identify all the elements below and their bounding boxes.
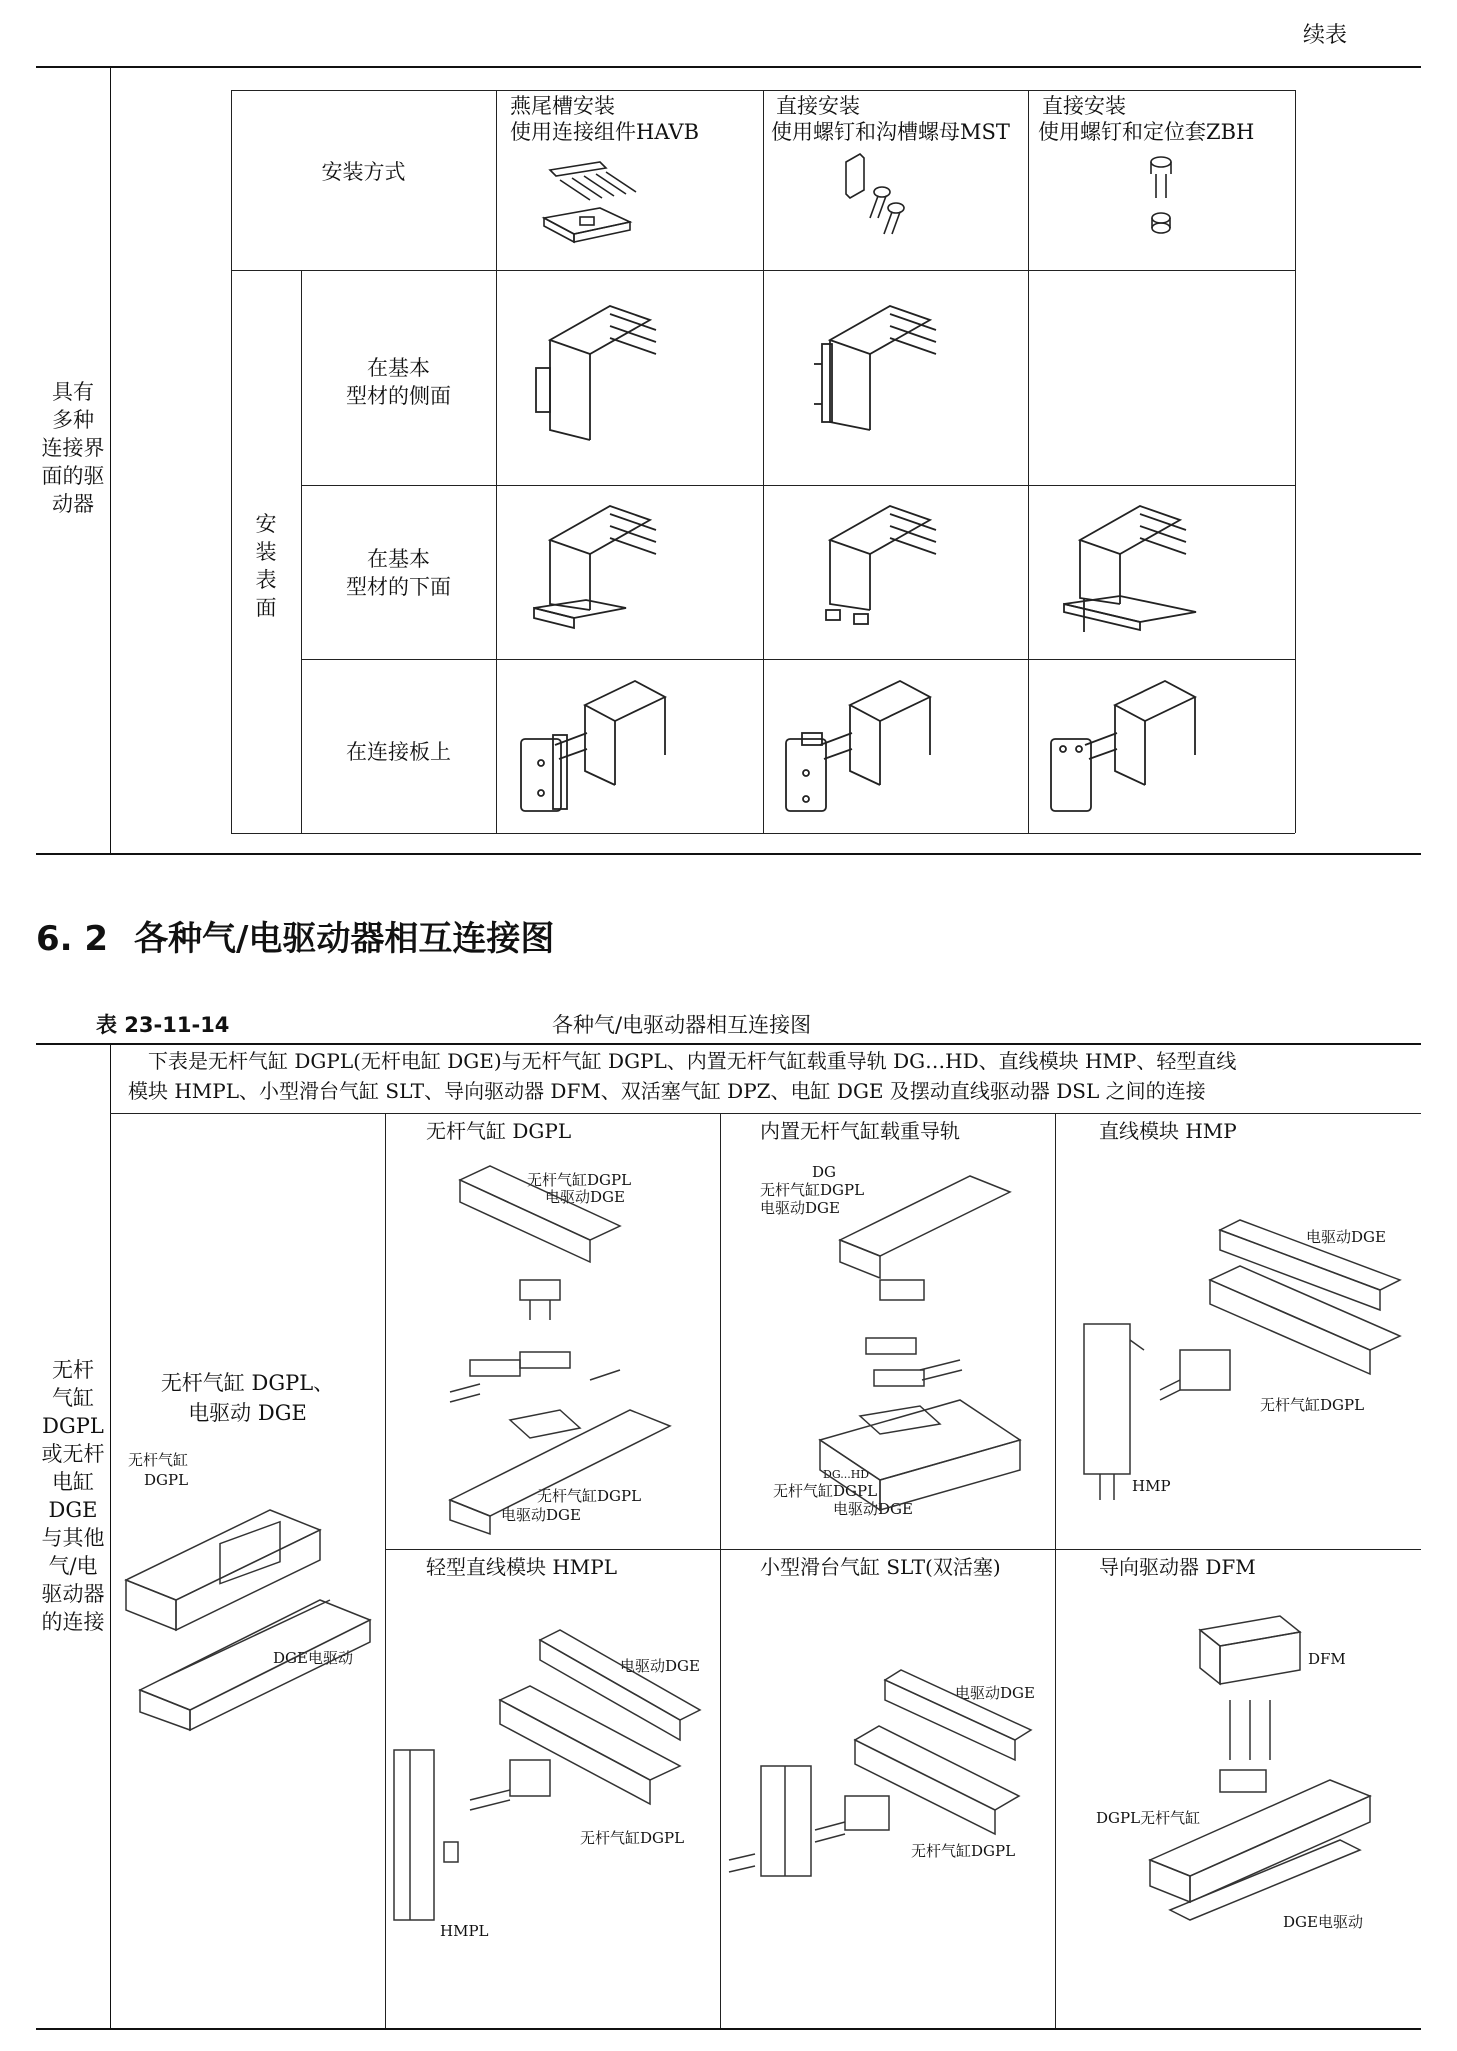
grid-line [720, 1113, 721, 2028]
table2-caption: 各种气/电驱动器相互连接图 [552, 1013, 812, 1037]
cell-hmp-label: HMP [1132, 1477, 1171, 1495]
grid-line [763, 90, 764, 833]
cell-dgpl-label: 无杆气缸DGPL [537, 1487, 642, 1505]
grid-line [231, 90, 232, 833]
grid-line [301, 659, 1295, 660]
cell-slt-label: 无杆气缸DGPL [911, 1842, 1016, 1860]
dgpl-to-dfm-drawing [1140, 1610, 1390, 1940]
adapter-plate-mst-drawing [780, 675, 940, 825]
profile-bottom-zbh-drawing [1060, 500, 1200, 640]
dgpl-to-dghd-drawing [810, 1170, 1030, 1510]
continued-label: 续表 [1303, 23, 1348, 48]
profile-side-havb-drawing [530, 300, 660, 450]
cell-hmpl-label: HMPL [440, 1922, 489, 1940]
table2-left-divider [110, 1044, 111, 2028]
cell-hmp-label: 无杆气缸DGPL [1260, 1396, 1365, 1414]
cell-dghd-label: 电驱动DGE [760, 1199, 840, 1217]
dgpl-dge-assembly-drawing [120, 1490, 380, 1730]
table2-bottom-rule [36, 2028, 1421, 2030]
profile-bottom-havb-drawing [530, 500, 660, 640]
table1-left-divider [110, 67, 111, 853]
cell-hmp-label: 电驱动DGE [1306, 1228, 1386, 1246]
grid-line [385, 1549, 1421, 1550]
mst-screw-nut-icon [840, 150, 920, 240]
dgpl-to-hmpl-drawing [390, 1610, 715, 1930]
cell-slt-title: 小型滑台气缸 SLT(双活塞) [760, 1555, 1001, 1579]
profile-bottom-mst-drawing [810, 500, 940, 640]
cell-dgpl-label: 电驱动DGE [501, 1506, 581, 1524]
table2-number: 表 23-11-14 [96, 1013, 230, 1037]
grid-line [1295, 90, 1296, 833]
havb-kit-icon [540, 160, 660, 250]
cell-dghd-label: 无杆气缸DGPL [760, 1181, 865, 1199]
cell-hmpl-label: 电驱动DGE [620, 1657, 700, 1675]
cell-dfm-label: DFM [1308, 1650, 1346, 1668]
cell-dfm-title: 导向驱动器 DFM [1099, 1555, 1256, 1579]
grid-line [1055, 1113, 1056, 2028]
grid-line [110, 1113, 1421, 1114]
left-cell-label: DGE电驱动 [273, 1649, 353, 1667]
cell-dghd-title: 内置无杆气缸载重导轨 [760, 1119, 960, 1143]
cell-dfm-label: DGE电驱动 [1283, 1913, 1363, 1931]
table2-top-rule [36, 1043, 1421, 1045]
section-title: 各种气/电驱动器相互连接图 [134, 919, 555, 959]
cell-dghd-label: 电驱动DGE [833, 1500, 913, 1518]
cell-dghd-label: 无杆气缸DGPL [773, 1482, 878, 1500]
left-cell-label: DGPL [144, 1471, 189, 1489]
dgpl-to-hmp-drawing [1070, 1200, 1410, 1520]
cell-dgpl-label: 无杆气缸DGPL [527, 1171, 632, 1189]
cell-hmpl-title: 轻型直线模块 HMPL [426, 1555, 618, 1579]
adapter-plate-havb-drawing [515, 675, 675, 825]
adapter-plate-zbh-drawing [1045, 675, 1205, 825]
cell-slt-label: 电驱动DGE [955, 1684, 1035, 1702]
grid-line [1028, 90, 1029, 833]
cell-hmpl-label: 无杆气缸DGPL [580, 1829, 685, 1847]
grid-line [301, 485, 1295, 486]
mount-method-header: 安装方式 [321, 160, 406, 184]
table1-bottom-rule [36, 853, 1421, 855]
grid-line [385, 1113, 386, 2028]
cell-dgpl-label: 电驱动DGE [545, 1188, 625, 1206]
dgpl-to-dgpl-drawing [440, 1170, 690, 1520]
cell-dghd-label: DG [812, 1163, 837, 1181]
dgpl-to-slt-drawing [725, 1650, 1050, 1900]
cell-dgpl-title: 无杆气缸 DGPL [426, 1119, 572, 1143]
zbh-screw-sleeve-icon [1136, 150, 1186, 240]
cell-hmp-title: 直线模块 HMP [1099, 1119, 1237, 1143]
profile-side-mst-drawing [810, 300, 940, 440]
table1-top-rule [36, 66, 1421, 68]
cell-dghd-label: DG...HD [823, 1468, 870, 1481]
left-cell-label: 无杆气缸 [128, 1451, 189, 1469]
cell-dfm-label: DGPL无杆气缸 [1096, 1809, 1201, 1827]
grid-line [231, 833, 1295, 834]
grid-line [496, 90, 497, 833]
section-number: 6. 2 [36, 919, 109, 959]
